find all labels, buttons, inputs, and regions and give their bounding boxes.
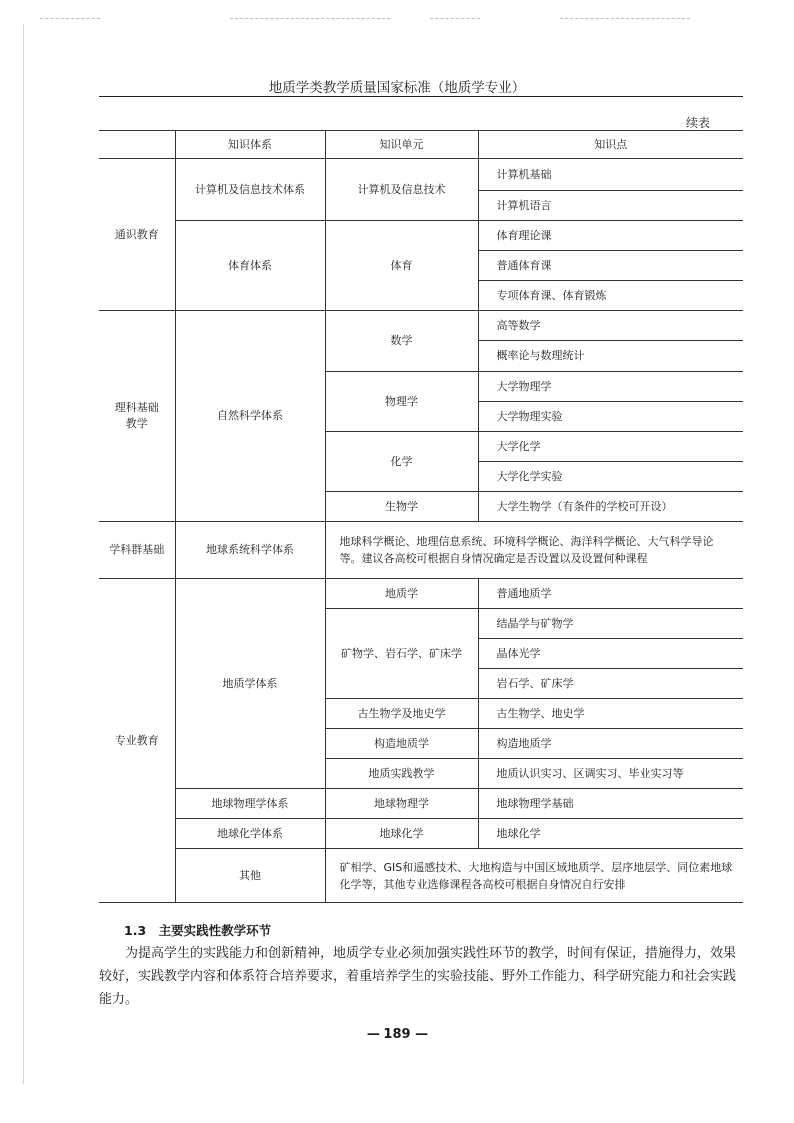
category-cell — [99, 311, 175, 522]
table-row — [99, 311, 743, 341]
point-cell: 大学物理实验 — [478, 402, 743, 432]
unit-cell: 数学 — [325, 311, 478, 372]
merged-description-cell: 矿相学、GIS和遥感技术、大地构造与中国区域地质学、层序地层学、同位素地球化学等，其他专业选修课程各高校可根据自身情况自行安排 — [325, 849, 743, 903]
point-cell: 普通体育课 — [478, 251, 743, 281]
category-cell: 通识教育 — [99, 159, 175, 311]
scan-edge — [0, 0, 794, 12]
unit-cell: 体育 — [325, 221, 478, 311]
page-number — [0, 1027, 794, 1042]
column-header: 知识体系 — [175, 131, 325, 159]
column-header: 知识单元 — [325, 131, 478, 159]
point-cell: 大学物理学 — [478, 372, 743, 402]
table-row — [99, 579, 743, 609]
merged-description-cell: 地球科学概论、地理信息系统、环境科学概论、海洋科学概论、大气科学导论等。建议各高校可根据自身情况确定是否设置以及设置何种课程 — [325, 522, 743, 579]
section-paragraph: 为提高学生的实践能力和创新精神，地质学专业必须加强实践性环节的教学，时间有保证，措施得力，效果较好，实践教学内容和体系符合培养要求，着重培养学生的实验技能、野外工作能力、科学研究能力和社会实践能力。 — [99, 946, 737, 1007]
point-cell: 结晶学与矿物学 — [478, 609, 743, 639]
point-cell: 大学化学 — [478, 432, 743, 462]
system-cell: 地质学体系 — [175, 579, 325, 789]
unit-cell: 地质学 — [325, 579, 478, 609]
point-cell: 晶体光学 — [478, 639, 743, 669]
knowledge-system-table — [99, 130, 743, 903]
unit-cell: 地球化学 — [325, 819, 478, 849]
unit-cell: 古生物学及地史学 — [325, 699, 478, 729]
point-cell: 古生物学、地史学 — [478, 699, 743, 729]
unit-cell: 生物学 — [325, 492, 478, 522]
system-cell: 地球化学体系 — [175, 819, 325, 849]
system-cell: 其他 — [175, 849, 325, 903]
system-cell: 地球系统科学体系 — [175, 522, 325, 579]
point-cell: 构造地质学 — [478, 729, 743, 759]
unit-cell: 地球物理学 — [325, 789, 478, 819]
page-number-dash-right: — — [415, 1027, 428, 1042]
point-cell: 体育理论课 — [478, 221, 743, 251]
point-cell: 大学化学实验 — [478, 462, 743, 492]
table-row — [99, 522, 743, 579]
table-row — [99, 819, 743, 849]
system-cell: 自然科学体系 — [175, 311, 325, 522]
table-header-row — [99, 131, 743, 159]
point-cell: 专项体育课、体育锻炼 — [478, 281, 743, 311]
unit-cell: 地质实践教学 — [325, 759, 478, 789]
system-cell: 计算机及信息技术体系 — [175, 159, 325, 221]
unit-cell: 计算机及信息技术 — [325, 159, 478, 221]
unit-cell: 矿物学、岩石学、矿床学 — [325, 609, 478, 699]
point-cell: 计算机语言 — [478, 191, 743, 221]
system-cell: 地球物理学体系 — [175, 789, 325, 819]
header-rule — [99, 96, 743, 97]
column-header: 知识点 — [478, 131, 743, 159]
category-label: 理科基础教学 — [114, 401, 159, 430]
unit-cell: 构造地质学 — [325, 729, 478, 759]
scan-left-edge — [23, 24, 24, 1084]
point-cell: 高等数学 — [478, 311, 743, 341]
unit-cell: 化学 — [325, 432, 478, 492]
column-header — [99, 131, 175, 159]
page-number-dash-left: — — [366, 1027, 379, 1042]
section-title: 1.3 主要实践性教学环节 — [124, 923, 272, 938]
table-row — [99, 221, 743, 251]
table-row — [99, 159, 743, 191]
point-cell: 地质认识实习、区调实习、毕业实习等 — [478, 759, 743, 789]
table-row — [99, 789, 743, 819]
table-row — [99, 849, 743, 903]
category-cell: 专业教育 — [99, 579, 175, 903]
running-header-title: 地质学类教学质量国家标准（地质学专业） — [268, 80, 526, 96]
unit-cell: 物理学 — [325, 372, 478, 432]
point-cell: 岩石学、矿床学 — [478, 669, 743, 699]
point-cell: 概率论与数理统计 — [478, 341, 743, 372]
continued-label: 续表 — [686, 116, 711, 130]
point-cell: 计算机基础 — [478, 159, 743, 191]
point-cell: 普通地质学 — [478, 579, 743, 609]
point-cell: 大学生物学（有条件的学校可开设） — [478, 492, 743, 522]
system-cell: 体育体系 — [175, 221, 325, 311]
point-cell: 地球化学 — [478, 819, 743, 849]
page-number-value: 189 — [383, 1027, 411, 1042]
point-cell: 地球物理学基础 — [478, 789, 743, 819]
category-cell: 学科群基础 — [99, 522, 175, 579]
